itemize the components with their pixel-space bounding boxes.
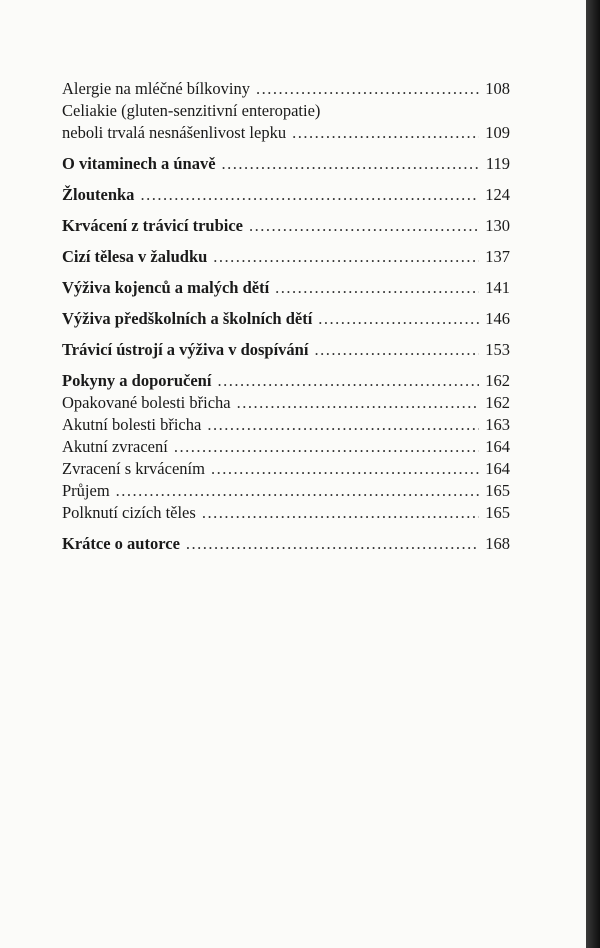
toc-entry-page: 164	[485, 459, 510, 478]
toc-entry-label: Celiakie (gluten-senzitivní enteropatie)	[62, 101, 321, 120]
toc-entry	[62, 100, 510, 122]
dot-leader	[249, 215, 479, 237]
dot-leader	[186, 533, 479, 555]
toc-entry	[62, 122, 510, 144]
toc-entry-label: Akutní zvracení	[62, 437, 168, 456]
toc-entry	[62, 392, 510, 414]
toc-chapter-page: 137	[485, 247, 510, 266]
dot-leader	[213, 246, 479, 268]
toc-chapter-label: Trávicí ústrojí a výživa v dospívání	[62, 340, 309, 359]
toc-chapter	[62, 533, 510, 555]
toc-entry-label: Opakované bolesti břicha	[62, 393, 231, 412]
dot-leader	[256, 78, 479, 100]
toc-entry-page: 165	[485, 481, 510, 500]
toc-entry	[62, 480, 510, 502]
toc-chapter-page: 119	[485, 154, 510, 173]
dot-leader	[292, 122, 479, 144]
toc-chapter-page: 153	[485, 340, 510, 359]
dot-leader	[217, 370, 479, 392]
toc-chapter	[62, 246, 510, 268]
toc-entry	[62, 78, 510, 100]
dot-leader	[314, 339, 479, 361]
toc-entry-page: 163	[485, 415, 510, 434]
toc-entry	[62, 436, 510, 458]
toc-chapter-label: Výživa kojenců a malých dětí	[62, 278, 270, 297]
toc-chapter-page: 146	[485, 309, 510, 328]
toc-entry-label: Akutní bolesti břicha	[62, 415, 202, 434]
toc-entry-page: 164	[485, 437, 510, 456]
dot-leader	[116, 480, 480, 502]
toc-entry-label: Polknutí cizích těles	[62, 503, 196, 522]
toc-entry-page: 162	[485, 393, 510, 412]
toc-entry-label: Alergie na mléčné bílkoviny	[62, 79, 251, 98]
dot-leader	[174, 436, 479, 458]
toc-entry-label: neboli trvalá nesnášenlivost lepku	[62, 123, 287, 142]
toc-chapter-label: Pokyny a doporučení	[62, 371, 212, 390]
toc-chapter-label: Žloutenka	[62, 185, 135, 204]
toc-entry	[62, 502, 510, 524]
dot-leader	[237, 392, 480, 414]
page-edge-shadow	[586, 0, 600, 948]
dot-leader	[202, 502, 479, 524]
toc-chapter	[62, 277, 510, 299]
toc-entry-page: 165	[485, 503, 510, 522]
toc-entry	[62, 414, 510, 436]
toc-chapter	[62, 153, 510, 175]
table-of-contents	[62, 78, 510, 555]
toc-chapter	[62, 339, 510, 361]
toc-chapter	[62, 370, 510, 392]
toc-chapter-page: 124	[485, 185, 510, 204]
dot-leader	[222, 153, 480, 175]
toc-chapter	[62, 215, 510, 237]
dot-leader	[140, 184, 479, 206]
toc-chapter-page: 141	[485, 278, 510, 297]
toc-entry-label: Průjem	[62, 481, 110, 500]
toc-chapter-label: Krátce o autorce	[62, 534, 180, 553]
dot-leader	[211, 458, 479, 480]
toc-chapter-page: 130	[485, 216, 510, 235]
toc-entry-label: Zvracení s krvácením	[62, 459, 205, 478]
toc-chapter-page: 162	[485, 371, 510, 390]
toc-entry	[62, 458, 510, 480]
dot-leader	[275, 277, 479, 299]
toc-entry-page: 109	[485, 123, 510, 142]
toc-chapter	[62, 184, 510, 206]
toc-chapter	[62, 308, 510, 330]
toc-chapter-page: 168	[485, 534, 510, 553]
toc-chapter-label: O vitaminech a únavě	[62, 154, 216, 173]
toc-chapter-label: Krvácení z trávicí trubice	[62, 216, 243, 235]
dot-leader	[318, 308, 479, 330]
toc-chapter-label: Výživa předškolních a školních dětí	[62, 309, 313, 328]
toc-chapter-label: Cizí tělesa v žaludku	[62, 247, 208, 266]
toc-entry-page: 108	[485, 79, 510, 98]
dot-leader	[207, 414, 479, 436]
